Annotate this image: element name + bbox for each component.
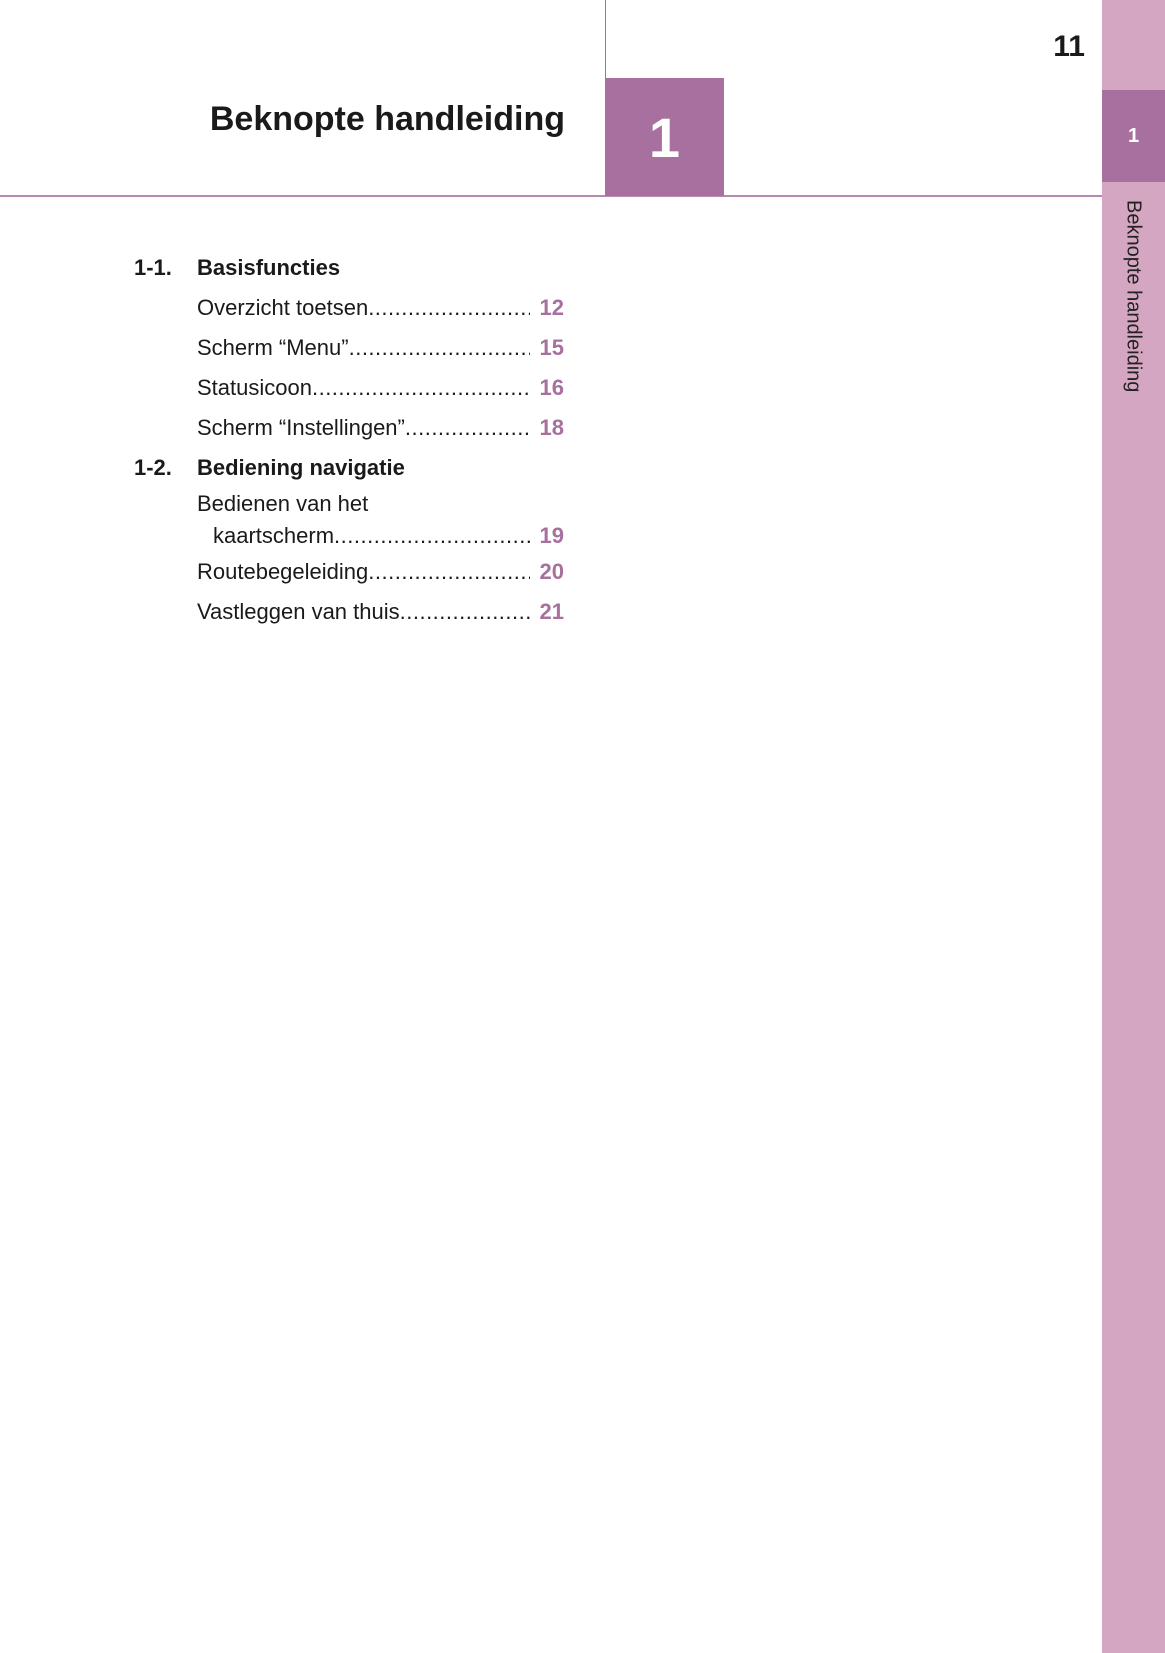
toc-leader-dots [349, 328, 530, 368]
toc-leader-dots [368, 552, 530, 592]
toc-leader-dots [405, 408, 530, 448]
header-divider-vertical [605, 0, 606, 80]
toc-entry-page: 20 [539, 559, 564, 584]
toc-entry[interactable] [197, 592, 564, 632]
toc-entry-label-line2: kaartscherm [213, 523, 335, 548]
toc-entry-page: 15 [539, 335, 564, 360]
toc-entry-label: Scherm “Instellingen” [197, 415, 405, 440]
toc-entry-label: Routebegeleiding [197, 559, 369, 584]
toc-entry[interactable] [197, 408, 564, 448]
toc-entry[interactable] [197, 288, 564, 328]
toc-leader-dots [368, 288, 530, 328]
toc-leader-dots [312, 368, 530, 408]
toc-entry[interactable] [197, 328, 564, 368]
table-of-contents [134, 248, 564, 632]
toc-entry-page: 21 [539, 599, 564, 624]
toc-section-number: 1-1. [134, 255, 172, 280]
toc-entry-label: Scherm “Menu” [197, 335, 349, 360]
toc-entry-label: Overzicht toetsen [197, 295, 369, 320]
toc-entry[interactable] [197, 552, 564, 592]
toc-section-number: 1-2. [134, 455, 172, 480]
toc-entry-page: 18 [539, 415, 564, 440]
toc-entry-page: 16 [539, 375, 564, 400]
toc-entry-label: Vastleggen van thuis [197, 599, 400, 624]
toc-section-title: Bediening navigatie [197, 455, 405, 480]
toc-leader-dots [334, 520, 530, 552]
side-tab-number: 1 [1127, 124, 1140, 147]
page-number: 11 [1053, 30, 1085, 63]
toc-section-heading [134, 448, 564, 488]
toc-entry-page: 12 [539, 295, 564, 320]
chapter-number-box [605, 78, 724, 196]
side-tab-chapter-1[interactable] [1102, 90, 1165, 182]
toc-entry-page: 19 [539, 523, 564, 548]
toc-section-heading [134, 248, 564, 288]
toc-leader-dots [400, 592, 530, 632]
toc-entry-label: Statusicoon [197, 375, 312, 400]
toc-entry-label-line1: Bedienen van het [197, 491, 369, 516]
toc-section-title: Basisfuncties [197, 255, 341, 280]
chapter-number: 1 [648, 105, 681, 169]
toc-entry[interactable] [197, 368, 564, 408]
side-tab-title: Beknopte handleiding [1122, 200, 1145, 393]
header-divider-horizontal [0, 195, 1102, 197]
toc-entry[interactable] [197, 488, 564, 552]
chapter-title: Beknopte handleiding [209, 100, 565, 138]
